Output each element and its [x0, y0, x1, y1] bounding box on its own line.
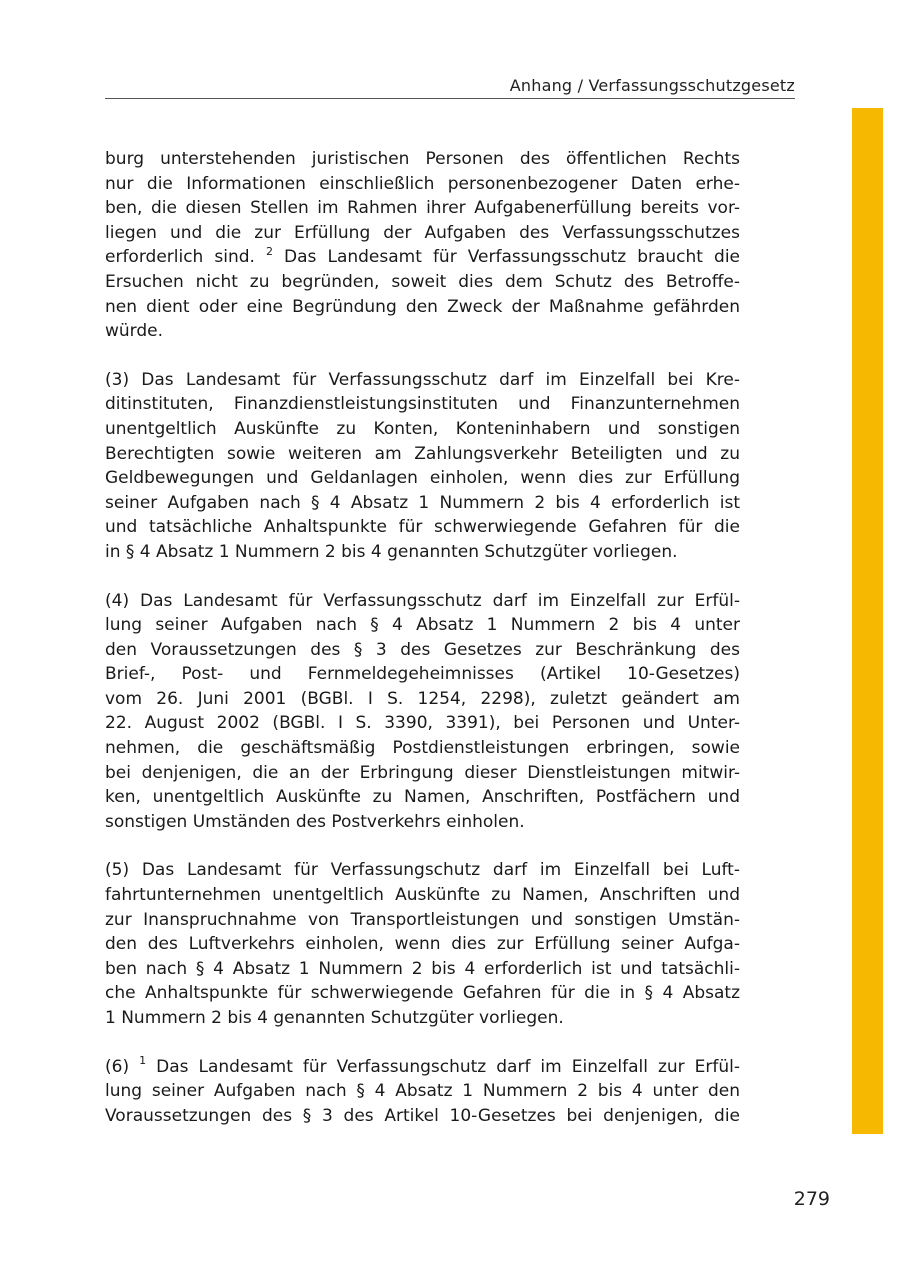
paragraph: [105, 858, 740, 1030]
text-line: in § 4 Absatz 1 Nummern 2 bis 4 genannten Schutzgüter vorliegen.: [105, 541, 678, 562]
text-line: Geldbewegungen und Geldanlagen einholen, wenn dies zur Erfüllung: [105, 468, 740, 489]
text-line: ken, unentgeltlich Auskünfte zu Namen, Anschriften, Postfächern und: [105, 787, 740, 808]
page-number: 279: [793, 1188, 830, 1210]
text-line: zur Inanspruchnahme von Transportleistungen und sonstigen Umstän-: [105, 909, 740, 930]
sentence-number: 1: [139, 1053, 147, 1067]
text-line: nehmen, die geschäftsmäßig Postdienstleistungen erbringen, sowie: [105, 738, 740, 759]
body-text: [105, 147, 740, 1128]
text-line: und tatsächliche Anhaltspunkte für schwerwiegende Gefahren für die: [105, 517, 740, 538]
text-line: Berechtigten sowie weiteren am Zahlungsverkehr Beteiligten und zu: [105, 443, 740, 464]
text-line: burg unterstehenden juristischen Personen des öffentlichen Rechts: [105, 149, 740, 169]
text-line: ben, die diesen Stellen im Rahmen ihrer Aufgabenerfüllung bereits vor-: [105, 198, 740, 219]
text-line: ditinstituten, Finanzdienstleistungsinstituten und Finanzunternehmen: [105, 394, 740, 415]
text-segment: erforderlich sind.: [105, 247, 266, 268]
text-line: (4) Das Landesamt für Verfassungsschutz darf im Einzelfall zur Erfül-: [105, 590, 740, 611]
text-line: unentgeltlich Auskünfte zu Konten, Konteninhabern und sonstigen: [105, 418, 740, 439]
text-line: lung seiner Aufgaben nach § 4 Absatz 1 Nummern 2 bis 4 unter: [105, 615, 740, 636]
text-segment: (6): [105, 1056, 140, 1077]
sentence-number: 2: [266, 244, 273, 258]
text-line: (3) Das Landesamt für Verfassungsschutz darf im Einzelfall bei Kre-: [105, 369, 740, 390]
text-line: (5) Das Landesamt für Verfassungschutz darf im Einzelfall bei Luft-: [105, 860, 740, 881]
text-line: würde.: [105, 321, 164, 342]
text-line: 22. August 2002 (BGBl. I S. 3390, 3391), bei Personen und Unter-: [105, 713, 740, 734]
header-divider: [105, 98, 795, 99]
text-line: fahrtunternehmen unentgeltlich Auskünfte zu Namen, Anschriften und: [105, 885, 740, 906]
text-line: seiner Aufgaben nach § 4 Absatz 1 Nummern 2 bis 4 erforderlich ist: [105, 492, 740, 513]
text-segment: Das Landesamt für Verfassungschutz darf im Einzelfall zur Erfül-: [146, 1056, 740, 1077]
text-line: liegen und die zur Erfüllung der Aufgaben des Verfassungsschutzes: [105, 222, 740, 243]
text-line: Ersuchen nicht zu begründen, soweit dies dem Schutz des Betroffe-: [105, 271, 740, 292]
text-line: [105, 1055, 740, 1080]
text-line: Brief-, Post- und Fernmeldegeheimnisses (Artikel 10-Gesetzes): [105, 664, 740, 685]
paragraph: [105, 589, 740, 835]
text-line: den des Luftverkehrs einholen, wenn dies zur Erfüllung seiner Aufga-: [105, 934, 740, 955]
paragraph: [105, 147, 740, 344]
running-header: Anhang / Verfassungsschutzgesetz: [509, 76, 795, 95]
text-line: vom 26. Juni 2001 (BGBl. I S. 1254, 2298), zuletzt geändert am: [105, 688, 740, 709]
text-segment: Das Landesamt für Verfassungsschutz braucht die: [273, 247, 740, 268]
text-line: nen dient oder eine Begründung den Zweck der Maßnahme gefährden: [105, 296, 740, 317]
text-line: den Voraussetzungen des § 3 des Gesetzes zur Beschränkung des: [105, 639, 740, 660]
text-line: sonstigen Umständen des Postverkehrs einholen.: [105, 811, 525, 832]
paragraph: [105, 368, 740, 565]
text-line: lung seiner Aufgaben nach § 4 Absatz 1 Nummern 2 bis 4 unter den: [105, 1081, 740, 1102]
text-line: 1 Nummern 2 bis 4 genannten Schutzgüter vorliegen.: [105, 1008, 564, 1028]
text-line: ben nach § 4 Absatz 1 Nummern 2 bis 4 erforderlich ist und tatsächli-: [105, 958, 740, 979]
paragraph: [105, 1055, 740, 1129]
chapter-tab-marker: [852, 108, 883, 1134]
text-line: nur die Informationen einschließlich personenbezogener Daten erhe-: [105, 173, 740, 194]
text-line: bei denjenigen, die an der Erbringung dieser Dienstleistungen mitwir-: [105, 762, 740, 783]
text-line: che Anhaltspunkte für schwerwiegende Gefahren für die in § 4 Absatz: [105, 983, 740, 1004]
text-line: [105, 245, 740, 270]
text-line: Voraussetzungen des § 3 des Artikel 10-Gesetzes bei denjenigen, die: [105, 1105, 740, 1126]
